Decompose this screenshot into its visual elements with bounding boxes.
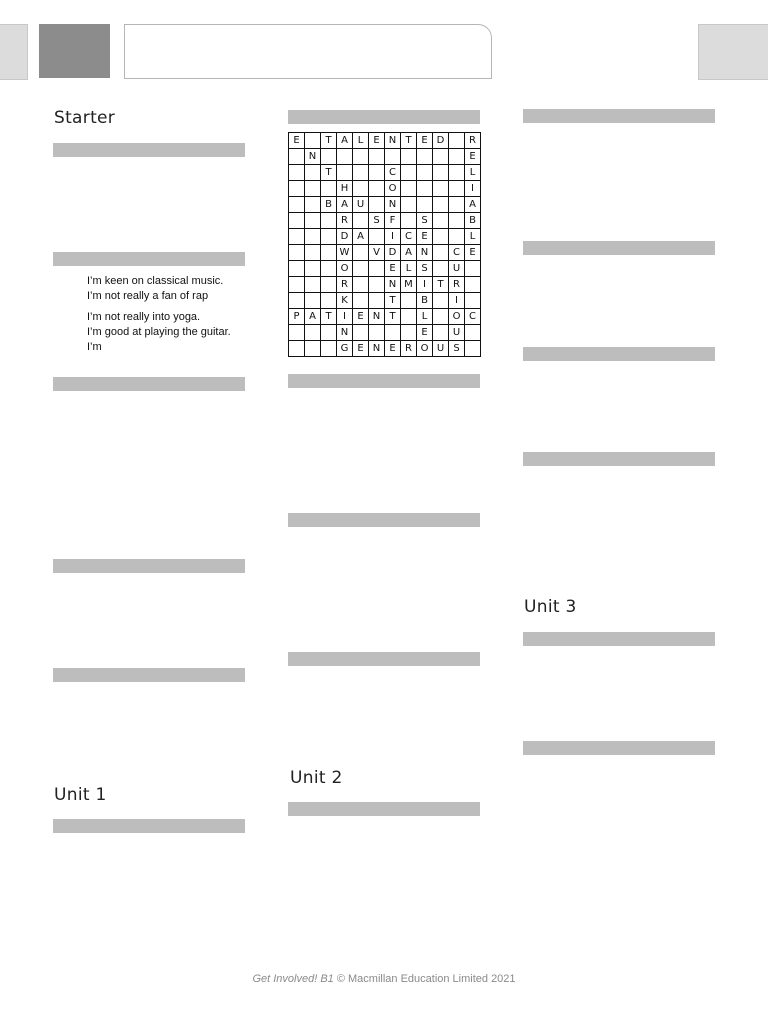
grid-cell [305, 293, 321, 309]
unit1-heading: Unit 1 [54, 785, 107, 805]
header-tab-right [698, 24, 768, 80]
grid-cell: F [385, 213, 401, 229]
footer [0, 973, 768, 985]
grid-cell [465, 325, 481, 341]
answer-bar [288, 110, 480, 124]
grid-cell: E [369, 133, 385, 149]
grid-cell: N [305, 149, 321, 165]
grid-cell: E [353, 309, 369, 325]
answer-bar [53, 819, 245, 833]
grid-cell [321, 149, 337, 165]
starter-heading: Starter [54, 108, 116, 128]
grid-cell [321, 293, 337, 309]
sentence: I’m [87, 341, 102, 353]
grid-cell: R [449, 277, 465, 293]
grid-cell [433, 165, 449, 181]
grid-cell: A [465, 197, 481, 213]
grid-cell: E [417, 325, 433, 341]
grid-cell [289, 245, 305, 261]
grid-cell [353, 213, 369, 229]
answer-bar [288, 374, 480, 388]
grid-cell: K [337, 293, 353, 309]
grid-cell [305, 341, 321, 357]
grid-cell [449, 197, 465, 213]
grid-cell [353, 293, 369, 309]
grid-cell: C [449, 245, 465, 261]
grid-cell: U [449, 325, 465, 341]
grid-cell: L [465, 229, 481, 245]
sentence: I’m not really a fan of rap [87, 290, 209, 302]
grid-cell [305, 197, 321, 213]
grid-cell [401, 293, 417, 309]
grid-cell [369, 181, 385, 197]
answer-bar [523, 452, 715, 466]
grid-cell [401, 165, 417, 181]
answer-bar [523, 347, 715, 361]
grid-cell: I [337, 309, 353, 325]
grid-cell [449, 181, 465, 197]
grid-cell: N [417, 245, 433, 261]
grid-cell [449, 229, 465, 245]
answer-bar [53, 559, 245, 573]
grid-cell: U [433, 341, 449, 357]
grid-cell: T [433, 277, 449, 293]
grid-cell: T [321, 165, 337, 181]
grid-cell: N [369, 341, 385, 357]
grid-cell [321, 213, 337, 229]
grid-cell: S [417, 213, 433, 229]
grid-cell [433, 197, 449, 213]
grid-cell [433, 261, 449, 277]
sentence: I’m not really into yoga. [87, 311, 201, 323]
unit3-heading: Unit 3 [524, 597, 577, 617]
grid-cell: W [337, 245, 353, 261]
grid-cell: T [321, 133, 337, 149]
grid-cell: R [465, 133, 481, 149]
grid-cell: E [353, 341, 369, 357]
grid-cell: G [337, 341, 353, 357]
grid-cell [305, 165, 321, 181]
grid-cell [369, 165, 385, 181]
grid-cell [433, 293, 449, 309]
grid-cell [353, 165, 369, 181]
grid-cell [289, 229, 305, 245]
answer-bar [53, 377, 245, 391]
grid-cell [401, 149, 417, 165]
grid-cell: O [385, 181, 401, 197]
answer-bar [288, 513, 480, 527]
grid-cell: B [321, 197, 337, 213]
answer-bar [523, 109, 715, 123]
grid-cell [353, 149, 369, 165]
grid-cell: T [321, 309, 337, 325]
header-tab-dark [39, 24, 110, 78]
grid-cell [321, 325, 337, 341]
grid-cell [433, 181, 449, 197]
grid-cell [401, 309, 417, 325]
grid-cell: S [449, 341, 465, 357]
grid-cell: T [385, 293, 401, 309]
grid-cell [305, 261, 321, 277]
grid-cell [353, 277, 369, 293]
grid-cell [385, 149, 401, 165]
grid-cell [321, 181, 337, 197]
grid-cell [465, 341, 481, 357]
grid-cell [289, 293, 305, 309]
grid-cell: O [417, 341, 433, 357]
answer-bar [53, 668, 245, 682]
grid-cell: O [337, 261, 353, 277]
grid-cell [433, 149, 449, 165]
answer-bar [523, 741, 715, 755]
grid-cell [305, 229, 321, 245]
grid-cell [433, 213, 449, 229]
grid-cell [401, 325, 417, 341]
grid-cell [417, 181, 433, 197]
grid-cell: N [369, 309, 385, 325]
grid-cell [289, 197, 305, 213]
grid-cell: R [337, 277, 353, 293]
grid-cell [321, 261, 337, 277]
grid-cell [449, 149, 465, 165]
grid-cell [353, 325, 369, 341]
grid-cell: D [433, 133, 449, 149]
grid-cell [305, 325, 321, 341]
grid-cell [465, 293, 481, 309]
answer-bar [523, 241, 715, 255]
grid-cell: A [353, 229, 369, 245]
grid-cell: H [337, 181, 353, 197]
grid-cell: I [465, 181, 481, 197]
grid-cell [449, 133, 465, 149]
answer-bar [53, 143, 245, 157]
grid-cell: M [401, 277, 417, 293]
grid-cell: R [337, 213, 353, 229]
grid-cell: T [401, 133, 417, 149]
wordsearch-grid [288, 132, 481, 357]
grid-cell: E [289, 133, 305, 149]
grid-cell [305, 181, 321, 197]
grid-cell [417, 165, 433, 181]
grid-cell [369, 229, 385, 245]
grid-cell: D [337, 229, 353, 245]
header-tab-left [0, 24, 28, 80]
grid-cell: N [385, 197, 401, 213]
grid-cell: I [449, 293, 465, 309]
grid-cell: A [337, 133, 353, 149]
grid-cell: L [401, 261, 417, 277]
grid-cell: E [417, 133, 433, 149]
grid-cell [369, 325, 385, 341]
grid-cell [337, 165, 353, 181]
title-box [124, 24, 492, 79]
grid-cell [401, 181, 417, 197]
grid-cell: N [385, 277, 401, 293]
grid-cell: V [369, 245, 385, 261]
grid-cell: A [305, 309, 321, 325]
grid-cell: U [449, 261, 465, 277]
grid-cell [417, 197, 433, 213]
grid-cell: A [337, 197, 353, 213]
grid-cell [289, 325, 305, 341]
grid-cell [321, 277, 337, 293]
grid-cell [289, 181, 305, 197]
answer-bar [523, 632, 715, 646]
grid-cell [321, 229, 337, 245]
grid-cell [305, 213, 321, 229]
grid-cell: R [401, 341, 417, 357]
grid-cell: L [353, 133, 369, 149]
grid-cell [289, 341, 305, 357]
grid-cell: L [465, 165, 481, 181]
grid-cell [337, 149, 353, 165]
grid-cell: N [337, 325, 353, 341]
grid-cell: D [385, 245, 401, 261]
grid-cell: C [465, 309, 481, 325]
grid-cell: I [417, 277, 433, 293]
grid-cell: E [417, 229, 433, 245]
grid-cell [353, 181, 369, 197]
grid-cell: E [385, 261, 401, 277]
grid-cell: B [417, 293, 433, 309]
answer-bar [288, 652, 480, 666]
grid-cell [449, 165, 465, 181]
grid-cell: E [385, 341, 401, 357]
grid-cell [289, 149, 305, 165]
grid-cell [369, 149, 385, 165]
grid-cell: C [401, 229, 417, 245]
grid-cell [353, 245, 369, 261]
grid-cell: C [385, 165, 401, 181]
grid-cell [465, 277, 481, 293]
grid-cell [321, 341, 337, 357]
grid-cell [289, 165, 305, 181]
sentence: I’m keen on classical music. [87, 275, 224, 287]
answer-bar [53, 252, 245, 266]
grid-cell: E [465, 245, 481, 261]
grid-cell [385, 325, 401, 341]
grid-cell [433, 229, 449, 245]
footer-copyright: © Macmillan Education Limited 2021 [336, 973, 516, 985]
grid-cell [449, 213, 465, 229]
answer-bar [288, 802, 480, 816]
grid-cell: P [289, 309, 305, 325]
grid-cell [305, 277, 321, 293]
grid-cell: S [417, 261, 433, 277]
grid-cell [465, 261, 481, 277]
grid-cell: L [417, 309, 433, 325]
grid-cell: B [465, 213, 481, 229]
grid-cell [433, 309, 449, 325]
grid-cell [289, 277, 305, 293]
unit2-heading: Unit 2 [290, 768, 343, 788]
grid-cell [369, 261, 385, 277]
grid-cell [321, 245, 337, 261]
grid-cell: E [465, 149, 481, 165]
grid-cell [369, 293, 385, 309]
grid-cell [289, 261, 305, 277]
grid-cell: A [401, 245, 417, 261]
grid-cell [433, 325, 449, 341]
grid-cell [289, 213, 305, 229]
grid-cell [417, 149, 433, 165]
grid-cell: S [369, 213, 385, 229]
example-sentences [87, 274, 257, 355]
grid-cell [433, 245, 449, 261]
footer-book-title: Get Involved! B1 [252, 973, 334, 985]
sentence: I’m good at playing the guitar. [87, 326, 231, 338]
grid-cell [401, 213, 417, 229]
grid-cell: T [385, 309, 401, 325]
grid-cell: I [385, 229, 401, 245]
grid-cell: O [449, 309, 465, 325]
grid-cell [369, 277, 385, 293]
grid-cell [305, 133, 321, 149]
grid-cell [401, 197, 417, 213]
grid-cell [369, 197, 385, 213]
grid-cell: U [353, 197, 369, 213]
grid-cell [305, 245, 321, 261]
grid-cell: N [385, 133, 401, 149]
grid-cell [353, 261, 369, 277]
